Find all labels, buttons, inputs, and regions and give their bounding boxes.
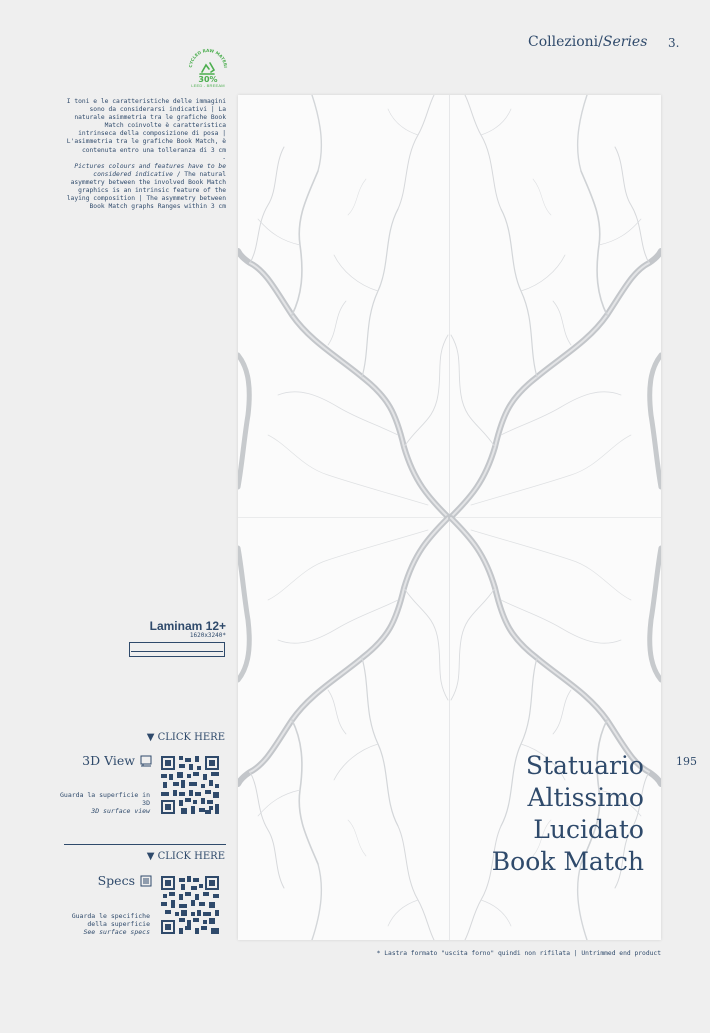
format-size: 1620x3240* — [189, 632, 226, 639]
view3d-desc-en: 3D surface view — [91, 807, 150, 815]
series-en: Series — [602, 34, 648, 50]
product-title-line-3: Lucidato — [533, 815, 644, 844]
badge-percent: 30% — [198, 75, 218, 84]
badge-label: LEED - BREEAM — [191, 83, 225, 88]
disclaimer-text — [66, 98, 226, 211]
format-diagram-line — [131, 651, 223, 655]
page-number: 195 — [676, 755, 697, 768]
product-title-line-2: Altissimo — [527, 783, 644, 812]
specs-description — [60, 912, 150, 936]
specs-label: Specs — [97, 873, 135, 888]
view3d-click-here-link[interactable]: ▼ CLICK HERE — [146, 732, 225, 743]
disclaimer-it: I toni e le caratteristiche delle immagini sono da considerarsi indicativi | La naturale asimmetria tra le grafiche Book Match coinvolte è caratteristica intrinseca della composizione di posa | L'asimmetria tra le grafiche Book Match, è contenuta entro una tolleranza di 3 cm — [66, 98, 226, 154]
format-diagram — [129, 642, 225, 657]
series-separator: / — [598, 34, 603, 50]
disclaimer-en-italic: Pictures colours and features have to be considered indicative — [74, 162, 226, 178]
specs-qr-code-icon[interactable] — [161, 876, 219, 934]
footnote: * Lastra formato "uscita forno" quindi non rifilata | Untrimmed end product — [376, 950, 661, 957]
view3d-qr-code-icon[interactable] — [161, 756, 219, 814]
list-icon — [140, 875, 152, 887]
disclaimer-dash: - — [222, 154, 226, 162]
specs-desc-en: See surface specs — [83, 928, 150, 936]
specs-click-here-link[interactable]: ▼ CLICK HERE — [146, 851, 225, 862]
chapter-number: 3. — [668, 36, 680, 50]
specs-desc-it: Guarda le specifiche della superficie — [71, 912, 150, 928]
product-title-line-4: Book Match — [491, 847, 644, 876]
series-it: Collezioni — [528, 34, 599, 50]
disclaimer-en: / The natural asymmetry between the involved Book Match graphics is an intrinsic feature of the laying composition | The asymmetry between Book Match graphs Ranges within 3 cm — [66, 170, 226, 211]
product-title — [478, 750, 644, 878]
view3d-label: 3D View — [82, 753, 135, 768]
series-heading — [528, 34, 647, 50]
section-divider — [64, 844, 226, 845]
view3d-desc-it: Guarda la superficie in 3D — [60, 791, 151, 807]
view3d-description — [60, 791, 150, 815]
badge-arc-text: CYCLED RAW MATERI — [187, 47, 229, 68]
format-name: Laminam 12+ — [149, 619, 226, 633]
book-icon — [140, 755, 152, 767]
specs-title[interactable] — [60, 873, 152, 888]
view3d-title[interactable] — [60, 753, 152, 768]
product-title-line-1: Statuario — [525, 751, 644, 780]
